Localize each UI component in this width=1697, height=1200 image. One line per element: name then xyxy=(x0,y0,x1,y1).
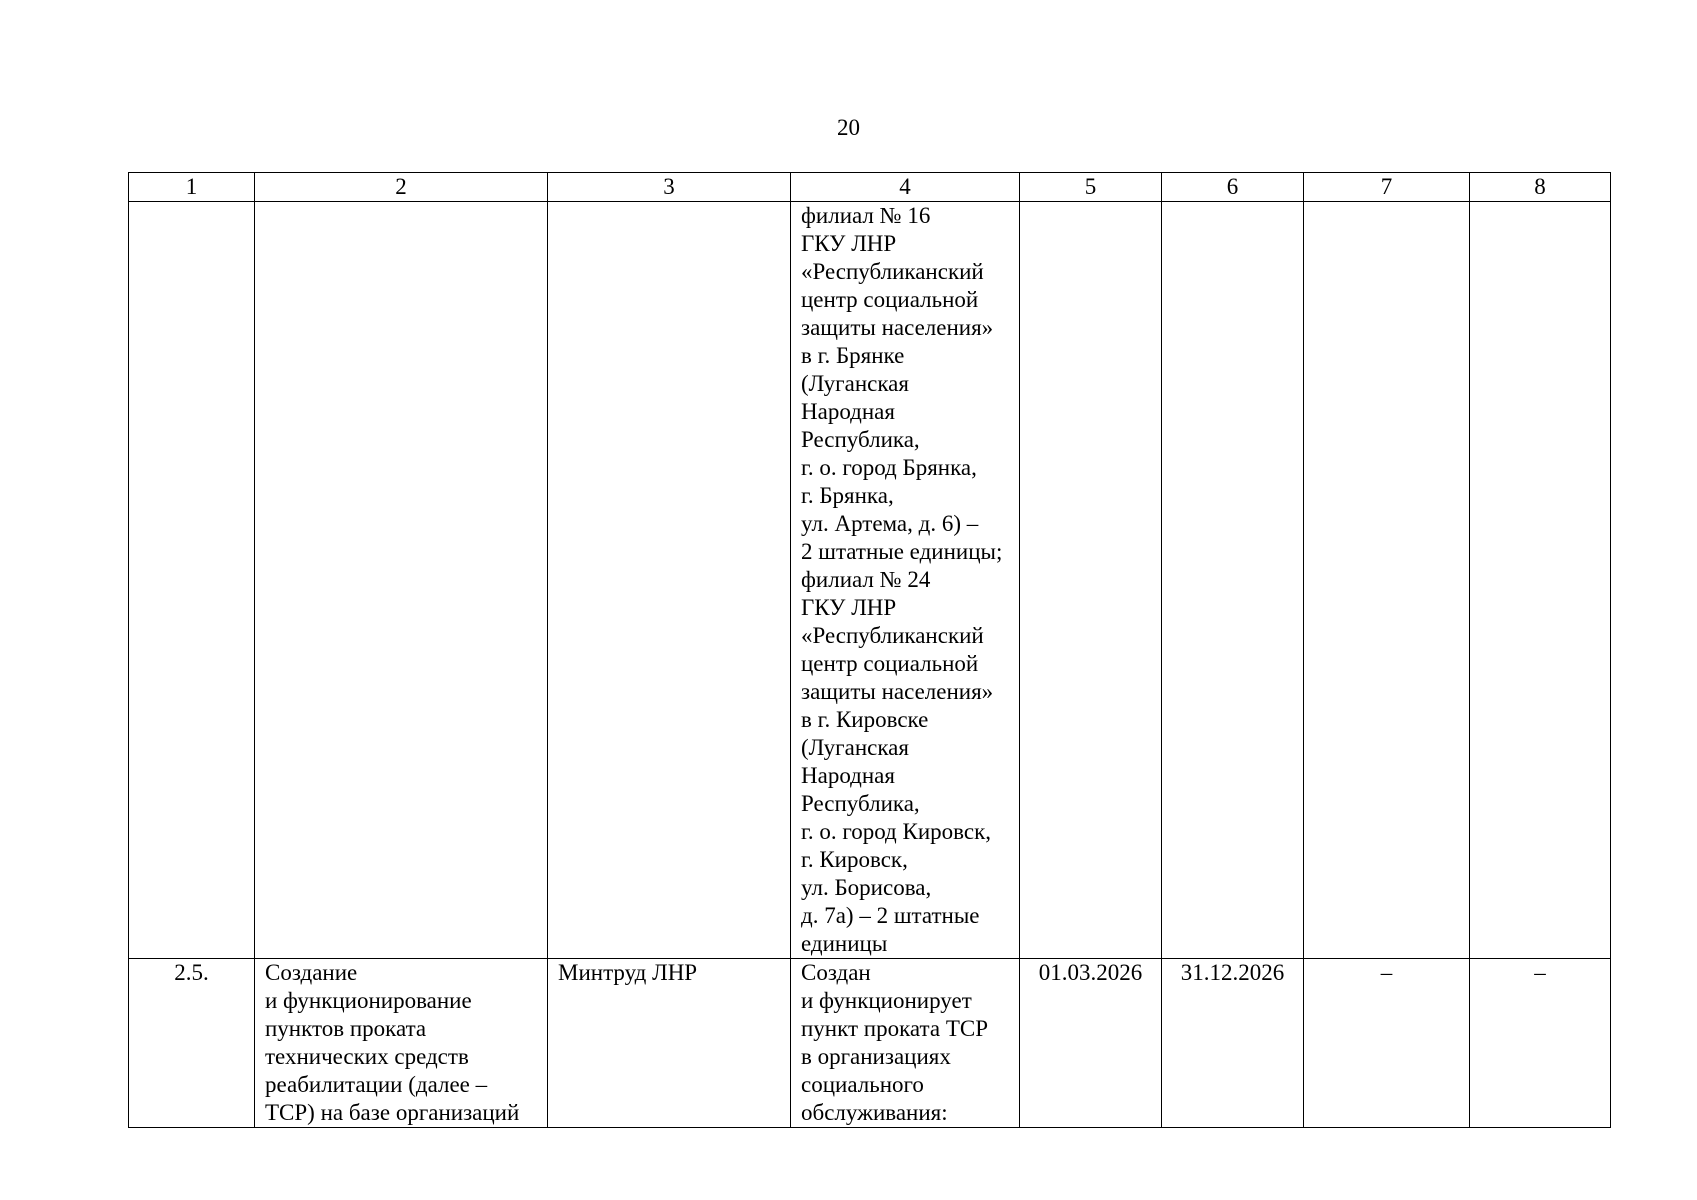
column-header-6: 6 xyxy=(1162,173,1304,202)
plan-table xyxy=(128,172,1611,1128)
column-header-4: 4 xyxy=(791,173,1020,202)
cell-result: Создан и функционирует пункт проката ТСР в организациях социального обслуживания: xyxy=(791,959,1020,1128)
cell-continuation-col7 xyxy=(1304,202,1470,959)
column-header-8: 8 xyxy=(1470,173,1611,202)
cell-end-date: 31.12.2026 xyxy=(1162,959,1304,1128)
page-number: 20 xyxy=(837,115,860,140)
column-header-3: 3 xyxy=(548,173,791,202)
column-header-1: 1 xyxy=(129,173,255,202)
cell-continuation-col5 xyxy=(1020,202,1162,959)
cell-row-number: 2.5. xyxy=(129,959,255,1128)
table-row-2-5 xyxy=(129,959,1611,1128)
cell-continuation-col6 xyxy=(1162,202,1304,959)
column-number-header-row xyxy=(129,173,1611,202)
cell-continuation-col8 xyxy=(1470,202,1611,959)
cell-start-date: 01.03.2026 xyxy=(1020,959,1162,1128)
cell-continuation-result: филиал № 16 ГКУ ЛНР «Республиканский центр социальной защиты населения» в г. Брянке (Луганская Народная Республика, г. о. город Брянка, г. Брянка, ул. Артема, д. 6) – 2 штатные единицы; филиал № 24 ГКУ ЛНР «Республиканский центр социальной защиты населения» в г. Кировске (Луганская Народная Республика, г. о. город Кировск, г. Кировск, ул. Борисова, д. 7а) – 2 штатные единицы xyxy=(791,202,1020,959)
table-row-continuation xyxy=(129,202,1611,959)
cell-continuation-col3 xyxy=(548,202,791,959)
cell-col8-dash: – xyxy=(1470,959,1611,1128)
column-header-5: 5 xyxy=(1020,173,1162,202)
cell-activity: Создание и функционирование пунктов проката технических средств реабилитации (далее – ТСР) на базе организаций xyxy=(255,959,548,1128)
cell-col7-dash: – xyxy=(1304,959,1470,1128)
cell-responsible: Минтруд ЛНР xyxy=(548,959,791,1128)
cell-continuation-col1 xyxy=(129,202,255,959)
column-header-7: 7 xyxy=(1304,173,1470,202)
cell-continuation-col2 xyxy=(255,202,548,959)
column-header-2: 2 xyxy=(255,173,548,202)
